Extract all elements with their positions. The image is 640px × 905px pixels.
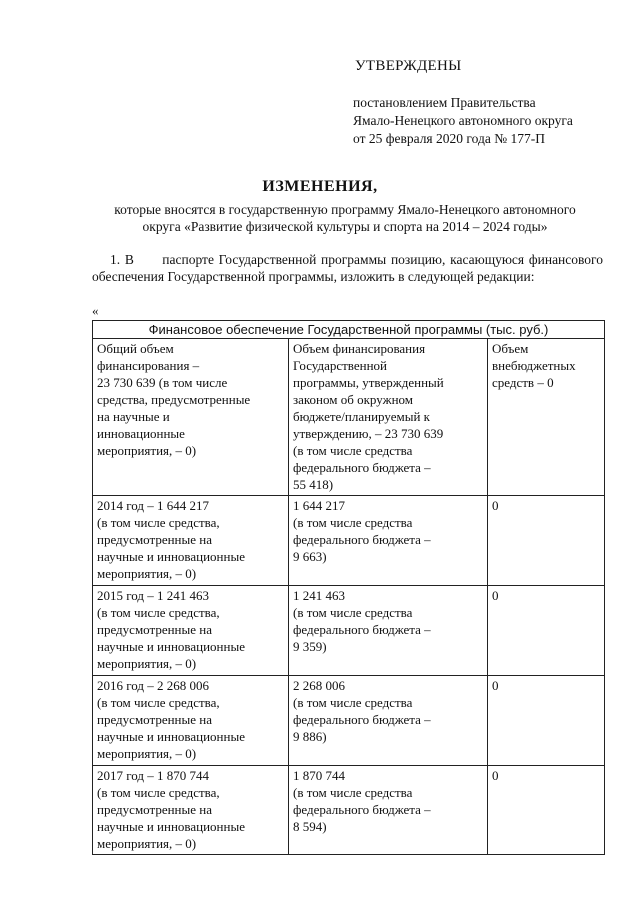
approved-line-2: Ямало-Ненецкого автономного округа (353, 113, 573, 128)
header-program-volume: Объем финансирования Государственной программы, утвержденный законом об окружном бюджете/планируемый к утверждению, – 23 730 639 (в том числе средства федерального бюджета – 55 418) (289, 339, 488, 496)
table-title: Финансовое обеспечение Государственной программы (тыс. руб.) (93, 321, 605, 339)
approved-title: УТВЕРЖДЕНЫ (355, 58, 462, 74)
header-total-volume: Общий объем финансирования – 23 730 639 (в том числе средства, предусмотренные на научные и инновационные мероприятия, – 0) (93, 339, 289, 496)
heading-subtitle-line-1: которые вносятся в государственную программу Ямало-Ненецкого автономного (114, 202, 576, 217)
table-row (93, 676, 605, 766)
row-2016-program: 2 268 006 (в том числе средства федерального бюджета – 9 886) (289, 676, 488, 766)
table-header-row (93, 339, 605, 496)
row-2017-program: 1 870 744 (в том числе средства федерального бюджета – 8 594) (289, 766, 488, 855)
row-2017-extrabudgetary: 0 (488, 766, 605, 855)
approved-line-3: от 25 февраля 2020 года № 177-П (353, 131, 545, 146)
row-2014-extrabudgetary: 0 (488, 496, 605, 586)
row-2015-extrabudgetary: 0 (488, 586, 605, 676)
row-2014-total: 2014 год – 1 644 217 (в том числе средства, предусмотренные на научные и инновационные мероприятия, – 0) (93, 496, 289, 586)
header-extrabudgetary: Объем внебюджетных средств – 0 (488, 339, 605, 496)
approved-line-1: постановлением Правительства (353, 95, 536, 110)
row-2015-program: 1 241 463 (в том числе средства федерального бюджета – 9 359) (289, 586, 488, 676)
opening-quote: « (92, 303, 99, 318)
document-heading: ИЗМЕНЕНИЯ, (262, 178, 378, 195)
row-2016-total: 2016 год – 2 268 006 (в том числе средства, предусмотренные на научные и инновационные мероприятия, – 0) (93, 676, 289, 766)
paragraph-1 (92, 251, 603, 285)
table-row (93, 766, 605, 855)
row-2016-extrabudgetary: 0 (488, 676, 605, 766)
financing-table (92, 320, 605, 855)
paragraph-text: паспорте Государственной программы позицию, касающуюся финансового обеспечения Государственной программы, изложить в следующей редакции: (92, 252, 604, 284)
table-row (93, 496, 605, 586)
table-title-row (93, 321, 605, 339)
table-row (93, 586, 605, 676)
row-2014-program: 1 644 217 (в том числе средства федерального бюджета – 9 663) (289, 496, 488, 586)
row-2015-total: 2015 год – 1 241 463 (в том числе средства, предусмотренные на научные и инновационные мероприятия, – 0) (93, 586, 289, 676)
row-2017-total: 2017 год – 1 870 744 (в том числе средства, предусмотренные на научные и инновационные мероприятия, – 0) (93, 766, 289, 855)
heading-subtitle-line-2: округа «Развитие физической культуры и спорта на 2014 – 2024 годы» (142, 219, 548, 234)
paragraph-number: 1. В (110, 252, 134, 267)
